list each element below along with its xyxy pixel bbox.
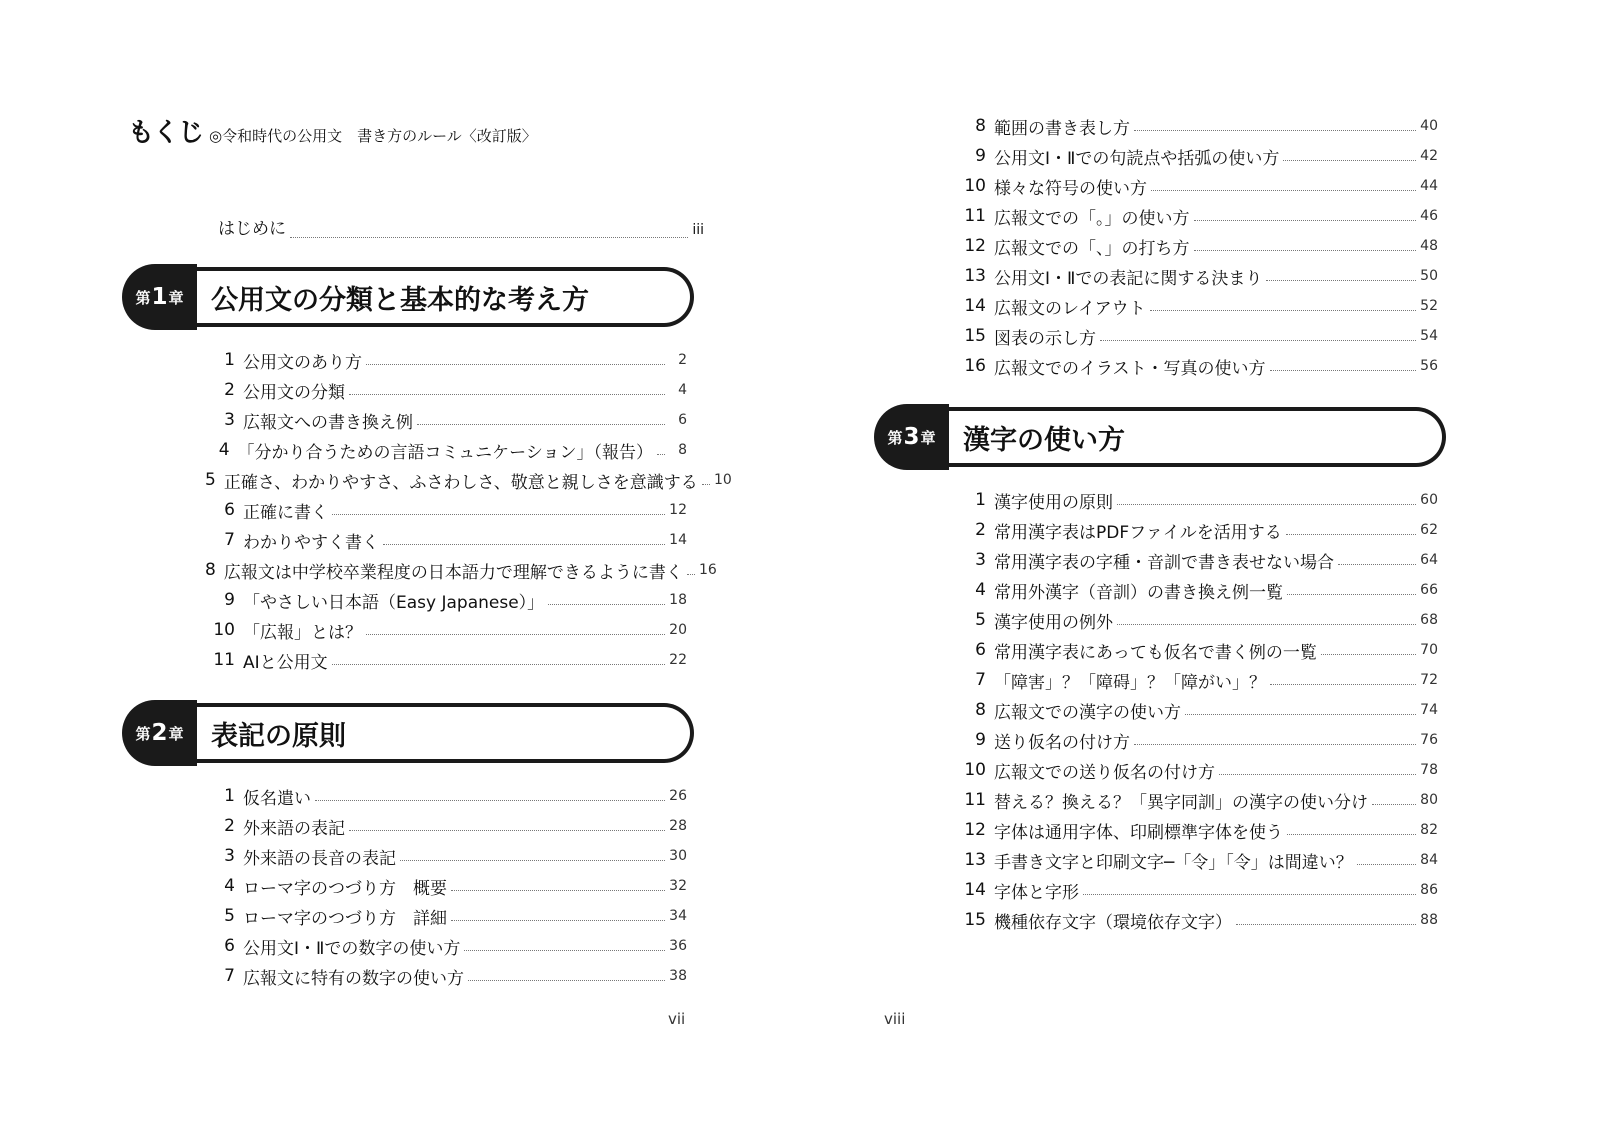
entry-title: 広報文での送り仮名の付け方: [994, 762, 1215, 783]
entry-page: 16: [699, 562, 717, 578]
leader-dots: [451, 890, 665, 891]
toc-entry[interactable]: [956, 291, 1438, 321]
leader-dots: [1134, 744, 1416, 745]
leader-dots: [1372, 804, 1416, 805]
entry-number: 1: [224, 350, 235, 370]
leader-dots: [1117, 504, 1416, 505]
entry-title: 「やさしい日本語（Easy Japanese）」: [243, 592, 545, 613]
entry-number: 7: [224, 530, 235, 550]
entry-title: 字体と字形: [994, 882, 1079, 903]
entry-page: 26: [669, 788, 687, 804]
entry-title: 「障害」？「障碍」？「障がい」？: [994, 672, 1266, 693]
entry-page: 74: [1420, 702, 1438, 718]
entry-page: 80: [1420, 792, 1438, 808]
entry-page: 50: [1420, 268, 1438, 284]
chapter-tag-suffix: 章: [168, 288, 184, 307]
entry-page: 46: [1420, 208, 1438, 224]
entry-title: 公用文Ⅰ・Ⅱでの句読点や括弧の使い方: [994, 148, 1280, 169]
page-number-right: viii: [884, 1010, 906, 1028]
toc-entry[interactable]: [205, 555, 717, 585]
leader-dots: [464, 950, 665, 951]
entry-number: 1: [975, 490, 986, 510]
entry-number: 2: [975, 520, 986, 540]
entry-title: 広報文のレイアウト: [994, 298, 1146, 319]
entry-number: 15: [964, 910, 986, 930]
intro-page: iii: [692, 222, 704, 238]
entry-title: 公用文Ⅰ・Ⅱでの数字の使い方: [243, 938, 461, 959]
chapter-number: 3: [903, 424, 920, 450]
entry-page: 70: [1420, 642, 1438, 658]
toc-entry[interactable]: [956, 111, 1438, 141]
entry-page: 2: [678, 352, 687, 368]
leader-dots: [1150, 310, 1416, 311]
toc-entry[interactable]: [956, 485, 1438, 515]
toc-entry[interactable]: [956, 635, 1438, 665]
entry-page: 18: [669, 592, 687, 608]
toc-entry[interactable]: [956, 141, 1438, 171]
entry-number: 8: [205, 560, 216, 580]
toc-entry[interactable]: [205, 811, 687, 841]
toc-entry[interactable]: [956, 875, 1438, 905]
leader-dots: [468, 980, 665, 981]
entry-number: 9: [975, 146, 986, 166]
leader-dots: [657, 454, 665, 455]
toc-entry[interactable]: [956, 815, 1438, 845]
leader-dots: [366, 634, 665, 635]
entry-page: 40: [1420, 118, 1438, 134]
toc-entry[interactable]: [205, 345, 687, 375]
toc-entry[interactable]: [205, 961, 687, 991]
chapter-tag-suffix: 章: [920, 428, 936, 447]
chapter-1-list: [205, 345, 732, 675]
chapter-number: 2: [151, 720, 168, 746]
leader-dots: [1219, 774, 1416, 775]
leader-dots: [383, 544, 665, 545]
entry-number: 11: [213, 650, 235, 670]
toc-entry[interactable]: [956, 755, 1438, 785]
entry-title: 漢字使用の例外: [994, 612, 1113, 633]
entry-page: 30: [669, 848, 687, 864]
entry-number: 3: [975, 550, 986, 570]
leader-dots: [1100, 340, 1416, 341]
page-number-left: vii: [668, 1010, 686, 1028]
toc-entry[interactable]: [956, 725, 1438, 755]
chapter-title: 公用文の分類と基本的な考え方: [191, 267, 694, 327]
entry-page: 78: [1420, 762, 1438, 778]
entry-number: 6: [224, 936, 235, 956]
entry-title: 広報文での「、」の打ち方: [994, 238, 1190, 259]
entry-number: 10: [213, 620, 235, 640]
entry-page: 32: [669, 878, 687, 894]
entry-page: 88: [1420, 912, 1438, 928]
entry-page: 14: [669, 532, 687, 548]
entry-number: 2: [224, 816, 235, 836]
leader-dots: [332, 664, 665, 665]
entry-page: 66: [1420, 582, 1438, 598]
entry-number: 7: [975, 670, 986, 690]
entry-page: 38: [669, 968, 687, 984]
entry-number: 13: [964, 850, 986, 870]
toc-entry[interactable]: [205, 645, 687, 675]
entry-page: 22: [669, 652, 687, 668]
entry-title: 常用漢字表にあっても仮名で書く例の一覧: [994, 642, 1317, 663]
leader-dots: [1194, 220, 1417, 221]
chapter-3-list: [956, 485, 1438, 935]
toc-entry[interactable]: [205, 465, 732, 495]
entry-number: 8: [975, 116, 986, 136]
entry-title: ローマ字のつづり方 概要: [243, 878, 447, 899]
entry-title: 外来語の表記: [243, 818, 345, 839]
leader-dots: [1286, 534, 1416, 535]
entry-title: 広報文での「。」の使い方: [994, 208, 1190, 229]
entry-page: 64: [1420, 552, 1438, 568]
entry-number: 6: [975, 640, 986, 660]
entry-page: 86: [1420, 882, 1438, 898]
entry-title: 機種依存文字（環境依存文字）: [994, 912, 1232, 933]
entry-number: 13: [964, 266, 986, 286]
entry-title: 広報文での漢字の使い方: [994, 702, 1181, 723]
leader-dots: [332, 514, 665, 515]
chapter-2-heading[interactable]: [122, 702, 694, 764]
entry-page: 6: [678, 412, 687, 428]
toc-entry[interactable]: [956, 695, 1438, 725]
leader-dots: [1287, 834, 1416, 835]
entry-page: 4: [678, 382, 687, 398]
toc-entry[interactable]: [956, 605, 1438, 635]
entry-title: 送り仮名の付け方: [994, 732, 1130, 753]
entry-number: 1: [224, 786, 235, 806]
leader-dots: [349, 394, 665, 395]
entry-page: 42: [1420, 148, 1438, 164]
right-page: [800, 0, 1600, 1130]
leader-dots: [1185, 714, 1416, 715]
entry-title: 常用漢字表の字種・音訓で書き表せない場合: [994, 552, 1334, 573]
entry-title: 図表の示し方: [994, 328, 1096, 349]
entry-title: 「分かり合うための言語コミュニケーション」（報告）: [237, 442, 653, 463]
leader-dots: [1283, 160, 1416, 161]
toc-entry[interactable]: [205, 435, 687, 465]
toc-entry[interactable]: [205, 841, 687, 871]
leader-dots: [1236, 924, 1416, 925]
entry-number: 2: [224, 380, 235, 400]
entry-title: 外来語の長音の表記: [243, 848, 396, 869]
entry-title: 広報文でのイラスト・写真の使い方: [994, 358, 1266, 379]
leader-dots: [1151, 190, 1416, 191]
leader-dots: [1270, 684, 1416, 685]
entry-page: 20: [669, 622, 687, 638]
toc-entry[interactable]: [205, 901, 687, 931]
toc-entry[interactable]: [956, 575, 1438, 605]
entry-title: 公用文の分類: [243, 382, 345, 403]
entry-page: 60: [1420, 492, 1438, 508]
toc-entry[interactable]: [956, 351, 1438, 381]
leader-dots: [1357, 864, 1416, 865]
chapter-tag: [122, 264, 197, 330]
chapter-tag: [122, 700, 197, 766]
chapter-title: 漢字の使い方: [943, 407, 1446, 467]
leader-dots: [1338, 564, 1416, 565]
leader-dots: [451, 920, 665, 921]
entry-number: 15: [964, 326, 986, 346]
toc-entry[interactable]: [205, 781, 687, 811]
toc-header: [128, 112, 537, 149]
entry-page: 52: [1420, 298, 1438, 314]
entry-number: 5: [975, 610, 986, 630]
entry-title: 仮名遣い: [243, 788, 311, 809]
leader-dots: [1117, 624, 1416, 625]
entry-title: 替える？換える？「異字同訓」の漢字の使い分け: [994, 792, 1368, 813]
leader-dots: [366, 364, 665, 365]
entry-title: 様々な符号の使い方: [994, 178, 1147, 199]
entry-title: 正確さ、わかりやすさ、ふさわしさ、敬意と親しさを意識する: [223, 472, 698, 493]
leader-dots: [1266, 280, 1416, 281]
leader-dots: [702, 484, 710, 485]
leader-dots: [1194, 250, 1417, 251]
book-title: ◎令和時代の公用文 書き方のルール〈改訂版〉: [209, 127, 537, 145]
leader-dots: [1134, 130, 1416, 131]
toc-entry[interactable]: [956, 321, 1438, 351]
leader-dots: [548, 604, 665, 605]
entry-number: 16: [964, 356, 986, 376]
toc-entry[interactable]: [956, 845, 1438, 875]
toc-entry[interactable]: [956, 231, 1438, 261]
entry-title: 常用漢字表はPDFファイルを活用する: [994, 522, 1282, 543]
entry-page: 68: [1420, 612, 1438, 628]
entry-number: 3: [224, 846, 235, 866]
toc-entry[interactable]: [205, 525, 687, 555]
entry-title: 「広報」とは？: [243, 622, 362, 643]
chapter-2-list: [205, 781, 687, 991]
entry-number: 9: [975, 730, 986, 750]
toc-entry[interactable]: [956, 171, 1438, 201]
leader-dots: [400, 860, 665, 861]
entry-number: 9: [224, 590, 235, 610]
entry-number: 10: [964, 760, 986, 780]
toc-entry[interactable]: [956, 515, 1438, 545]
toc-entry[interactable]: [205, 871, 687, 901]
entry-page: 72: [1420, 672, 1438, 688]
entry-title: 範囲の書き表し方: [994, 118, 1130, 139]
toc-entry[interactable]: [956, 201, 1438, 231]
chapter-tag-prefix: 第: [135, 288, 151, 307]
leader-dots: [1321, 654, 1416, 655]
toc-entry[interactable]: [205, 615, 687, 645]
entry-title: わかりやすく書く: [243, 532, 379, 553]
entry-title: 広報文に特有の数字の使い方: [243, 968, 464, 989]
toc-entry[interactable]: [205, 585, 687, 615]
toc-title: もくじ: [128, 118, 204, 148]
leader-dots: [417, 424, 665, 425]
entry-number: 12: [964, 820, 986, 840]
entry-number: 4: [218, 440, 230, 460]
entry-page: 84: [1420, 852, 1438, 868]
chapter-number: 1: [151, 284, 168, 310]
leader-dots: [1287, 594, 1416, 595]
leader-dots: [1083, 894, 1416, 895]
entry-title: 常用外漢字（音訓）の書き換え例一覧: [994, 582, 1283, 603]
entry-number: 8: [975, 700, 986, 720]
entry-page: 62: [1420, 522, 1438, 538]
leader-dots: [1270, 370, 1417, 371]
entry-number: 4: [975, 580, 986, 600]
entry-number: 14: [964, 296, 986, 316]
entry-number: 7: [224, 966, 235, 986]
toc-entry[interactable]: [956, 785, 1438, 815]
entry-page: 12: [669, 502, 687, 518]
chapter-tag-prefix: 第: [135, 724, 151, 743]
entry-title: 公用文のあり方: [243, 352, 362, 373]
chapter-tag-prefix: 第: [887, 428, 903, 447]
chapter-1-heading[interactable]: [122, 266, 694, 328]
chapter-3-heading[interactable]: [874, 406, 1446, 468]
toc-entry[interactable]: [205, 495, 687, 525]
entry-page: 10: [713, 472, 732, 488]
entry-title: 正確に書く: [243, 502, 328, 523]
toc-entry[interactable]: [205, 375, 687, 405]
entry-number: 14: [964, 880, 986, 900]
entry-title: 漢字使用の原則: [994, 492, 1113, 513]
entry-number: 6: [224, 500, 235, 520]
entry-number: 5: [205, 470, 216, 490]
entry-page: 48: [1420, 238, 1438, 254]
entry-page: 82: [1420, 822, 1438, 838]
entry-number: 3: [224, 410, 235, 430]
entry-title: 広報文は中学校卒業程度の日本語力で理解できるように書く: [223, 562, 683, 583]
entry-page: 44: [1420, 178, 1438, 194]
entry-page: 56: [1420, 358, 1438, 374]
toc-entry[interactable]: [205, 405, 687, 435]
entry-page: 8: [678, 442, 687, 458]
entry-page: 54: [1420, 328, 1438, 344]
chapter-tag-suffix: 章: [168, 724, 184, 743]
leader-dots: [349, 830, 665, 831]
entry-title: AIと公用文: [243, 652, 328, 673]
entry-page: 36: [669, 938, 687, 954]
intro-label: はじめに: [218, 219, 286, 239]
toc-entry[interactable]: [205, 931, 687, 961]
entry-number: 4: [224, 876, 235, 896]
toc-entry[interactable]: [956, 665, 1438, 695]
entry-number: 12: [964, 236, 986, 256]
entry-number: 11: [964, 790, 986, 810]
chapter-title: 表記の原則: [191, 703, 694, 763]
entry-number: 11: [964, 206, 986, 226]
entry-title: 手書き文字と印刷文字─「令」「令」は間違い？: [994, 852, 1353, 873]
toc-entry[interactable]: [956, 545, 1438, 575]
entry-number: 5: [224, 906, 235, 926]
entry-page: 28: [669, 818, 687, 834]
intro-entry[interactable]: [218, 214, 704, 239]
leader-dots: [290, 237, 688, 238]
entry-page: 34: [669, 908, 687, 924]
entry-title: ローマ字のつづり方 詳細: [243, 908, 447, 929]
toc-entry[interactable]: [956, 905, 1438, 935]
entry-title: 字体は通用字体、印刷標準字体を使う: [994, 822, 1283, 843]
entry-title: 広報文への書き換え例: [243, 412, 413, 433]
entry-page: 76: [1420, 732, 1438, 748]
toc-entry[interactable]: [956, 261, 1438, 291]
leader-dots: [687, 574, 695, 575]
entry-title: 公用文Ⅰ・Ⅱでの表記に関する決まり: [994, 268, 1263, 289]
chapter-tag: [874, 404, 949, 470]
entry-number: 10: [964, 176, 986, 196]
leader-dots: [315, 800, 665, 801]
chapter-2-list-continued: [956, 111, 1438, 381]
